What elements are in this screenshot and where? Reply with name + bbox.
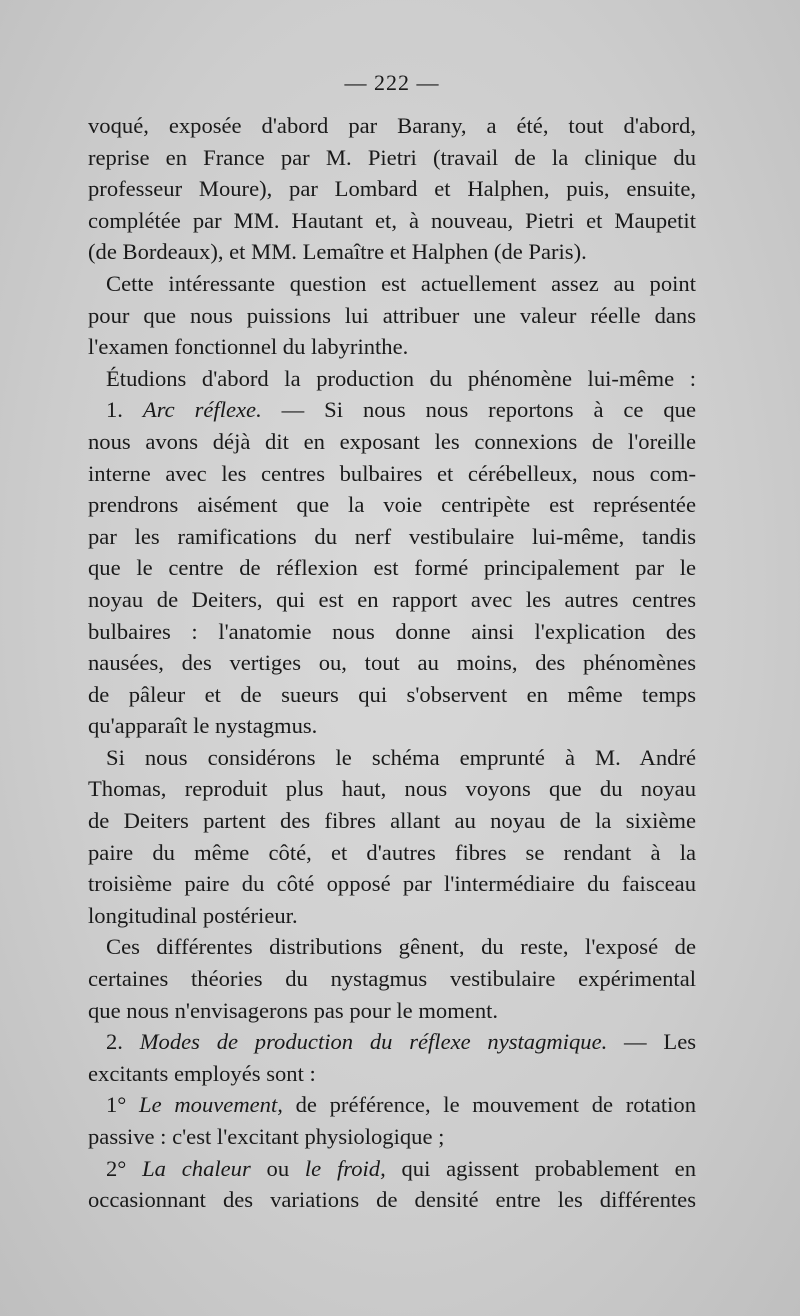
text-segment: Cette intéressante question est actuellement assez au point (106, 270, 696, 296)
text-segment: pour que nous puissions lui attribuer une valeur réelle dans (88, 302, 696, 328)
text-segment: Si nous considérons le schéma emprunté à M. André (106, 744, 696, 770)
text-line (88, 679, 696, 711)
text-line (88, 521, 696, 553)
text-segment: passive : c'est l'excitant physiologique ; (88, 1124, 445, 1149)
text-segment: longitudinal postérieur. (88, 902, 298, 928)
text-segment: 2° (106, 1155, 143, 1181)
text-line (88, 1058, 696, 1090)
book-page (88, 70, 696, 1216)
text-line (88, 1089, 696, 1121)
text-line (88, 773, 696, 805)
page-text-body (88, 110, 696, 1216)
text-segment: excitants employés sont : (88, 1060, 316, 1086)
text-line (88, 552, 696, 584)
text-segment: paire du même côté, et d'autres fibres se rendant à la (88, 839, 696, 865)
text-segment: que le centre de réflexion est formé principalement par le (88, 555, 696, 581)
text-line (88, 647, 696, 679)
text-segment: Ces différentes distributions gênent, du reste, l'exposé de (106, 934, 696, 960)
text-line (88, 1153, 696, 1185)
text-line (88, 110, 696, 142)
text-line (88, 837, 696, 869)
text-segment: Étudions d'abord la production du phénomène lui-même : (106, 365, 696, 391)
text-line (88, 1184, 696, 1216)
text-segment: voqué, exposée d'abord par Barany, a été, tout d'abord, (88, 113, 696, 138)
text-line (88, 268, 696, 300)
text-segment: certaines théories du nystagmus vestibulaire expérimental (88, 966, 696, 992)
text-line (88, 710, 696, 742)
text-line (88, 363, 696, 395)
text-line (88, 616, 696, 648)
text-line (88, 1026, 696, 1058)
text-segment: ou (250, 1155, 305, 1181)
text-segment: occasionnant des variations de densité entre les différentes (88, 1187, 696, 1213)
text-line (88, 900, 696, 932)
text-segment: de préférence, le mouvement de rotation (282, 1092, 696, 1118)
text-segment: 2. (106, 1029, 140, 1055)
text-line (88, 331, 696, 363)
text-line (88, 142, 696, 174)
text-segment: troisième paire du côté opposé par l'intermédiaire du faisceau (88, 871, 696, 897)
text-line (88, 236, 696, 268)
text-segment: — Si nous nous reportons à ce que (261, 397, 697, 423)
italic-heading: Modes de production du réflexe nystagmique. (139, 1029, 608, 1055)
text-segment: (de Bordeaux), et MM. Lemaître et Halphen (de Paris). (88, 239, 587, 265)
text-line (88, 995, 696, 1027)
text-segment: nous avons déjà dit en exposant les connexions de l'oreille (88, 428, 696, 454)
text-segment: prendrons aisément que la voie centripète est représentée (88, 492, 696, 518)
text-line (88, 426, 696, 458)
text-segment: bulbaires : l'anatomie nous donne ainsi l'explication des (88, 618, 696, 644)
text-segment: que nous n'envisagerons pas pour le moment. (88, 997, 499, 1023)
text-segment: de Deiters partent des fibres allant au noyau de la sixième (88, 808, 696, 834)
italic-heading: Arc réflexe. (142, 397, 262, 423)
text-line (88, 489, 696, 521)
text-segment: professeur Moure), par Lombard et Halphen, puis, ensuite, (88, 176, 696, 202)
text-segment: nausées, des vertiges ou, tout au moins, des phénomènes (88, 650, 696, 676)
text-line (88, 1121, 696, 1153)
text-line (88, 394, 696, 426)
text-line (88, 205, 696, 237)
text-line (88, 173, 696, 205)
text-line (88, 742, 696, 774)
text-segment: qui agissent probablement en (385, 1155, 697, 1181)
text-line (88, 868, 696, 900)
italic-heading: La chaleur (142, 1155, 251, 1181)
text-line (88, 963, 696, 995)
text-segment: qu'apparaît le nystagmus. (88, 713, 318, 739)
text-segment: interne avec les centres bulbaires et cérébelleux, nous com- (88, 460, 696, 486)
text-line (88, 931, 696, 963)
text-segment: complétée par MM. Hautant et, à nouveau, Pietri et Maupetit (88, 207, 696, 233)
italic-heading: Le mouvement, (139, 1092, 283, 1118)
text-segment: 1. (106, 397, 143, 423)
text-line (88, 805, 696, 837)
text-segment: — Les (607, 1029, 697, 1055)
text-line (88, 458, 696, 490)
text-segment: reprise en France par M. Pietri (travail de la clinique du (88, 144, 696, 170)
page-number: — 222 — (344, 70, 440, 95)
text-segment: de pâleur et de sueurs qui s'observent en même temps (88, 681, 696, 707)
text-segment: par les ramifications du nerf vestibulaire lui-même, tandis (88, 523, 696, 549)
text-line (88, 584, 696, 616)
text-segment: noyau de Deiters, qui est en rapport avec les autres centres (88, 586, 696, 612)
text-line (88, 300, 696, 332)
text-segment: 1° (106, 1092, 140, 1118)
text-segment: l'examen fonctionnel du labyrinthe. (88, 334, 409, 360)
text-segment: Thomas, reproduit plus haut, nous voyons que du noyau (88, 776, 696, 802)
italic-heading: le froid, (304, 1155, 386, 1181)
